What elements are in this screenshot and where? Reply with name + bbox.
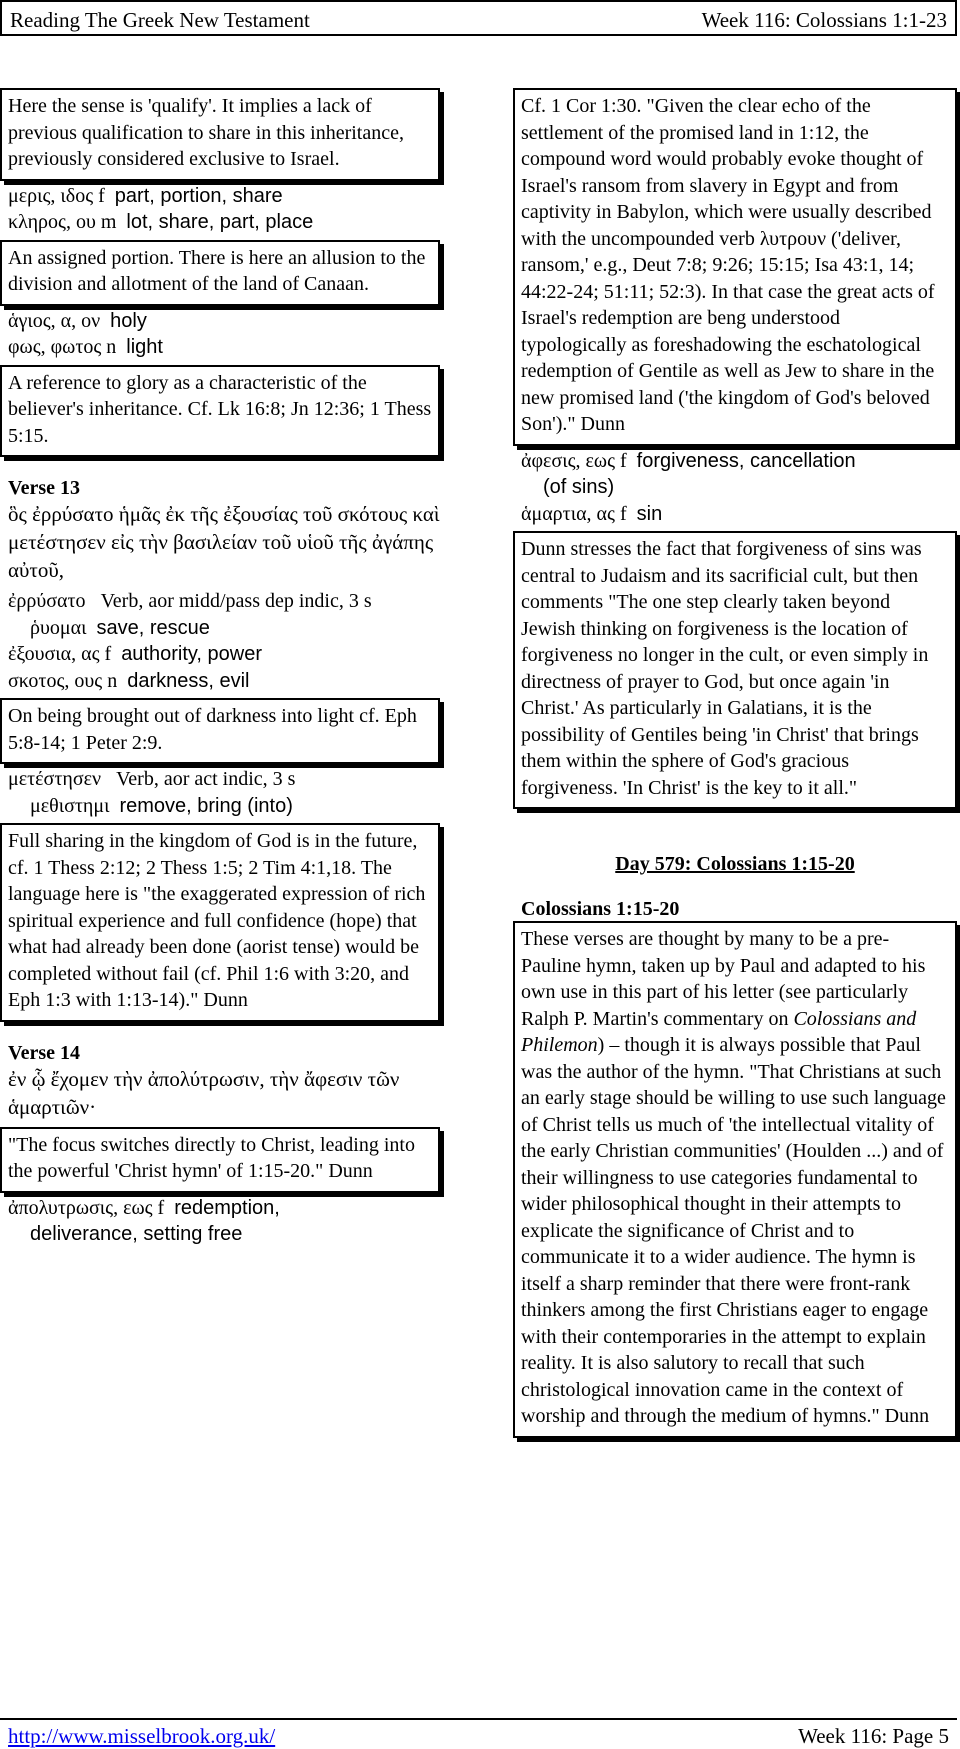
- note-box: An assigned portion. There is here an allusion to the division and allotment of the land of Canaan.: [0, 240, 440, 306]
- page-header: [0, 0, 957, 36]
- vocab-entry: [0, 641, 440, 668]
- definition: darkness, evil: [127, 669, 250, 692]
- vocab-entry: [0, 209, 440, 236]
- definition: (of sins): [543, 476, 615, 498]
- vocab-entry: [0, 588, 440, 615]
- right-column: [513, 88, 957, 1438]
- verse-greek-text: ὃς ἐρρύσατο ἡμᾶς ἐκ τῆς ἐξουσίας τοῦ σκότους καὶ μετέστησεν εἰς τὴν βασιλείαν τοῦ υἱοῦ τῆς ἀγάπης αὐτοῦ,: [8, 502, 440, 582]
- greek-word: ἀπολυτρωσις, εως f: [8, 1196, 165, 1219]
- definition: forgiveness, cancellation: [636, 449, 856, 472]
- greek-word: ῥυομαι: [30, 616, 87, 639]
- verse-heading: Verse 14: [8, 1041, 81, 1064]
- greek-word: φως, φωτος n: [8, 336, 117, 358]
- page-footer: [0, 1718, 957, 1748]
- book-title-italic: Colossians and Philemon: [521, 1007, 917, 1056]
- vocab-entry: [0, 793, 440, 820]
- vocab-entry: [0, 1195, 440, 1222]
- verse-heading: Verse 13: [8, 477, 81, 499]
- greek-word: ἁγιος, α, ον: [8, 309, 101, 332]
- definition: sin: [636, 502, 663, 525]
- book-title: Reading The Greek New Testament: [10, 8, 310, 32]
- definition: part, portion, share: [114, 184, 283, 207]
- definition: holy: [110, 309, 147, 332]
- definition: redemption,: [174, 1196, 280, 1219]
- vocab-entry: [0, 615, 440, 642]
- vocab-entry-continued: [0, 1221, 440, 1248]
- website-link[interactable]: http://www.misselbrook.org.uk/: [8, 1724, 276, 1748]
- greek-word: μεθιστημι: [30, 794, 110, 817]
- greek-word: σκοτος, ους n: [8, 669, 118, 692]
- greek-word: κληρος, ου m: [8, 211, 117, 233]
- greek-word: μετέστησεν: [8, 768, 102, 790]
- definition: lot, share, part, place: [126, 211, 314, 233]
- parsing: Verb, aor act indic, 3 s: [116, 768, 296, 790]
- note-box: Cf. 1 Cor 1:30. "Given the clear echo of the settlement of the promised land in 1:12, the compound word would probably evoke thought of Israel's ransom from slavery in Egypt and from captivity in Babylon, which were usually described with the uncompounded verb λυτρουν ('deliver, ransom,' e.g., Deut 7:8; 9:26; 15:15; Isa 43:1, 14; 44:22-24; 51:11; 52:3). In that case the great acts of Israel's redemption are beng understood typologically as foreshadowing the eschatological redemption of Gentile as well as Jew to share in the new promised land ('the kingdom of God's beloved Son')." Dunn: [513, 88, 957, 446]
- vocab-entry: [0, 766, 440, 793]
- note-text: These verses are thought by many to be a pre-Pauline hymn, taken up by Paul and adapted to his own use in this part of his letter (see particularly Ralph P. Martin's commentary on: [521, 928, 926, 1030]
- vocab-entry: [0, 183, 440, 210]
- vocab-entry: [0, 668, 440, 695]
- definition: light: [126, 336, 163, 358]
- vocab-entry: [513, 448, 957, 475]
- greek-word: ἀφεσις, εως f: [521, 449, 627, 472]
- note-box: "The focus switches directly to Christ, leading into the powerful 'Christ hymn' of 1:15-20." Dunn: [0, 1127, 440, 1193]
- note-box: Dunn stresses the fact that forgiveness of sins was central to Judaism and its sacrificial cult, but then comments "The one step clearly taken beyond Jewish thinking on forgiveness is the location of forgiveness no longer in the cult, or even simply in directness of prayer to God, but once again 'in Christ.' As particularly in Galatians, it is the possibility of Gentiles being 'in Christ' that brings them within the sphere of God's gracious forgiveness. 'In Christ' is the key to it all.": [513, 531, 957, 809]
- greek-word: μερις, ιδος f: [8, 184, 105, 207]
- definition: save, rescue: [96, 616, 210, 639]
- note-box: [513, 921, 957, 1438]
- greek-word: ἐρρύσατο: [8, 590, 86, 612]
- vocab-entry-continued: [513, 474, 957, 501]
- note-text: ) – though it is always possible that Paul was the author of the hymn. "That Christians at such an early stage should be willing to use such language of Christ tells us much of 'the intellectual vitality of the early Christian communities' (Houlden ...) and of their willingness to use categories fundamental to wider philosophical thought in their attempts to explicate the significance of Christ and to communicate it to a wider audience. The hymn is itself a sharp reminder that there were front-rank thinkers among the first Christians eager to engage with their contemporaries in the attempt to explain reality. It is also salutory to recall that such christological innovation came in the context of worship and through the medium of hymns." Dunn: [521, 1034, 946, 1427]
- page-number: Week 116: Page 5: [798, 1724, 949, 1748]
- note-box: A reference to glory as a characteristic of the believer's inheritance. Cf. Lk 16:8; Jn 12:36; 1 Thess 5:15.: [0, 365, 440, 458]
- verse-greek-text: ἐν ᾧ ἔχομεν τὴν ἀπολύτρωσιν, τὴν ἄφεσιν τῶν ἁμαρτιῶν·: [8, 1066, 400, 1119]
- note-box: On being brought out of darkness into light cf. Eph 5:8-14; 1 Peter 2:9.: [0, 698, 440, 764]
- week-title: Week 116: Colossians 1:1-23: [701, 8, 947, 32]
- section-heading: Colossians 1:15-20: [521, 898, 680, 920]
- left-column: [0, 88, 440, 1248]
- vocab-entry: [513, 501, 957, 528]
- vocab-entry: [0, 334, 440, 361]
- greek-word: ἁμαρτια, ας f: [521, 502, 627, 525]
- note-box: Here the sense is 'qualify'. It implies a lack of previous qualification to share in this inheritance, previously considered exclusive to Israel.: [0, 88, 440, 181]
- definition: authority, power: [121, 643, 262, 665]
- definition: deliverance, setting free: [30, 1223, 243, 1245]
- parsing: Verb, aor midd/pass dep indic, 3 s: [100, 590, 372, 612]
- note-box: Full sharing in the kingdom of God is in the future, cf. 1 Thess 2:12; 2 Thess 1:5; 2 Tim 4:1,18. The language here is "the exaggerated expression of rich spiritual experience and full confidence (hope) that what had already been done (aorist tense) would be completed without fail (cf. Phil 1:6 with 3:20, and Eph 1:3 with 1:13-14)." Dunn: [0, 823, 440, 1022]
- definition: remove, bring (into): [119, 794, 293, 817]
- greek-word: ἐξουσια, ας f: [8, 643, 112, 665]
- vocab-entry: [0, 308, 440, 335]
- day-heading: Day 579: Colossians 1:15-20: [615, 853, 855, 875]
